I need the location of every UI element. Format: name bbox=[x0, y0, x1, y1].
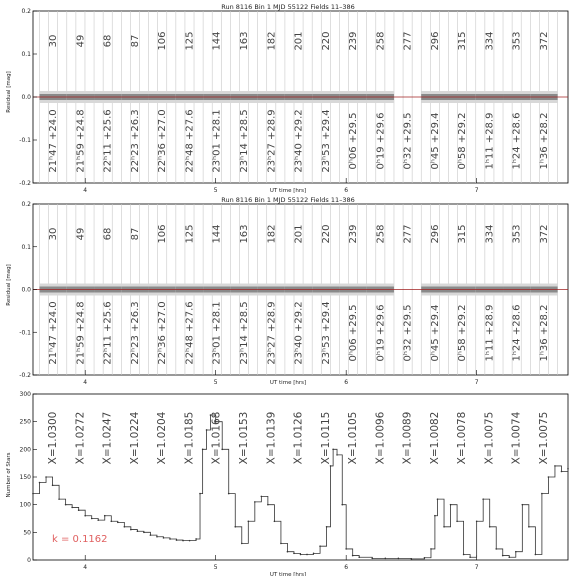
star-count-point bbox=[58, 498, 60, 500]
y-tick-label: 0.0 bbox=[21, 94, 31, 101]
field-number-label: 49 bbox=[75, 34, 87, 48]
star-count-point bbox=[341, 504, 343, 506]
y-tick-label: 0.0 bbox=[21, 286, 31, 294]
star-count-point bbox=[52, 485, 54, 487]
field-number-label: 49 bbox=[75, 227, 87, 241]
star-count-point bbox=[313, 553, 315, 555]
star-count-point bbox=[424, 557, 426, 559]
star-count-point bbox=[199, 493, 201, 495]
field-coordinate-label: 0ʰ45 +29.4 bbox=[429, 304, 441, 362]
field-coordinate-label: 0ʰ58 +29.2 bbox=[457, 112, 469, 170]
star-count-point bbox=[476, 520, 478, 522]
star-count-point bbox=[522, 504, 524, 506]
star-count-point bbox=[287, 551, 289, 553]
field-number-label: 334 bbox=[484, 224, 496, 244]
field-coordinate-label: 23ʰ27 +28.9 bbox=[266, 109, 278, 173]
field-coordinate-label: 22ʰ23 +26.3 bbox=[129, 109, 141, 173]
star-count-point bbox=[124, 526, 126, 528]
field-coordinate-label: 22ʰ36 +27.0 bbox=[157, 109, 169, 173]
x-tick-label: 6 bbox=[344, 379, 349, 386]
star-count-point bbox=[280, 543, 282, 545]
field-coordinate-label: 22ʰ48 +27.6 bbox=[184, 109, 196, 173]
star-count-point bbox=[345, 548, 347, 550]
star-count-point bbox=[156, 536, 158, 538]
field-number-label: 372 bbox=[538, 31, 550, 51]
star-count-point bbox=[163, 537, 165, 539]
star-count-point bbox=[456, 520, 458, 522]
star-count-point bbox=[332, 449, 334, 451]
star-count-point bbox=[330, 465, 332, 467]
star-count-point bbox=[469, 556, 471, 558]
star-count-point bbox=[541, 493, 543, 495]
star-count-point bbox=[104, 515, 106, 517]
star-count-point bbox=[241, 543, 243, 545]
y-tick-label: 100 bbox=[19, 501, 31, 509]
field-coordinate-label: 23ʰ53 +29.4 bbox=[320, 109, 332, 173]
star-count-point bbox=[150, 534, 152, 536]
field-coordinate-label: 23ʰ14 +28.5 bbox=[239, 301, 251, 365]
field-coordinate-label: 23ʰ27 +28.9 bbox=[266, 301, 278, 365]
airmass-label: X=1.0126 bbox=[292, 411, 305, 465]
field-coordinate-label: 0ʰ19 +29.6 bbox=[375, 112, 387, 170]
y-axis-label: Residual [mag] bbox=[6, 71, 12, 113]
field-number-label: 220 bbox=[320, 31, 332, 51]
star-count-point bbox=[434, 515, 436, 517]
y-axis-label: Residual [mag] bbox=[6, 264, 12, 306]
field-number-label: 315 bbox=[457, 224, 469, 244]
star-count-point bbox=[495, 548, 497, 550]
x-axis-label: UT time [hrs] bbox=[269, 188, 307, 194]
star-count-point bbox=[78, 509, 80, 511]
field-coordinate-label: 23ʰ40 +29.2 bbox=[293, 301, 305, 365]
star-count-point bbox=[169, 538, 171, 540]
field-number-label: 144 bbox=[211, 224, 223, 244]
field-coordinate-label: 21ʰ59 +24.8 bbox=[75, 301, 87, 365]
field-coordinate-label: 0ʰ45 +29.4 bbox=[429, 112, 441, 170]
y-tick-label: 0.2 bbox=[21, 201, 31, 208]
airmass-label: X=1.0224 bbox=[128, 411, 141, 465]
star-count-point bbox=[254, 501, 256, 503]
star-count-point bbox=[463, 554, 465, 556]
y-tick-label: 200 bbox=[19, 446, 31, 454]
star-count-point bbox=[398, 558, 400, 560]
y-tick-label: 150 bbox=[19, 474, 31, 481]
field-coordinate-label: 0ʰ06 +29.5 bbox=[348, 112, 360, 170]
airmass-label: X=1.0115 bbox=[319, 411, 332, 465]
star-count-point bbox=[482, 498, 484, 500]
star-count-point bbox=[228, 493, 230, 495]
airmass-label: X=1.0247 bbox=[101, 411, 114, 465]
airmass-label: X=1.0204 bbox=[156, 411, 169, 465]
field-coordinate-label: 21ʰ59 +24.8 bbox=[75, 109, 87, 173]
star-count-point bbox=[437, 498, 439, 500]
airmass-label: X=1.0078 bbox=[456, 411, 469, 465]
field-number-label: 125 bbox=[184, 31, 196, 51]
field-number-label: 258 bbox=[375, 31, 387, 51]
field-number-label: 353 bbox=[511, 31, 523, 51]
airmass-label: X=1.0075 bbox=[483, 411, 496, 465]
field-number-label: 182 bbox=[266, 31, 278, 51]
field-coordinate-label: 1ʰ11 +28.9 bbox=[484, 112, 496, 170]
field-coordinate-label: 22ʰ36 +27.0 bbox=[157, 301, 169, 365]
y-tick-label: 0.1 bbox=[21, 51, 31, 58]
star-count-point bbox=[189, 540, 191, 542]
x-tick-label: 4 bbox=[83, 187, 88, 194]
field-number-label: 277 bbox=[402, 224, 414, 244]
star-count-point bbox=[502, 555, 504, 557]
star-count-point bbox=[508, 556, 510, 558]
star-count-point bbox=[202, 449, 204, 451]
field-coordinate-label: 0ʰ58 +29.2 bbox=[457, 304, 469, 362]
x-tick-label: 7 bbox=[474, 379, 479, 386]
star-count-point bbox=[110, 520, 112, 522]
airmass-label: X=1.0300 bbox=[47, 411, 60, 465]
x-tick-label: 6 bbox=[344, 564, 349, 571]
x-axis-label: UT time [hrs] bbox=[269, 380, 307, 386]
x-tick-label: 5 bbox=[213, 187, 218, 194]
y-axis-label: Number of Stars bbox=[6, 452, 12, 498]
star-count-point bbox=[293, 553, 295, 555]
field-coordinate-label: 1ʰ36 +28.2 bbox=[538, 304, 550, 362]
field-number-label: 296 bbox=[429, 224, 441, 244]
star-count-point bbox=[352, 555, 354, 557]
field-number-label: 277 bbox=[402, 31, 414, 51]
field-number-label: 258 bbox=[375, 224, 387, 244]
field-number-label: 163 bbox=[239, 31, 251, 51]
field-number-label: 296 bbox=[429, 31, 441, 51]
airmass-label: X=1.0082 bbox=[428, 411, 441, 465]
y-tick-label: 300 bbox=[19, 391, 31, 398]
star-count-point bbox=[385, 558, 387, 560]
star-count-point bbox=[84, 515, 86, 517]
star-count-point bbox=[528, 526, 530, 528]
field-coordinate-label: 0ʰ32 +29.5 bbox=[402, 304, 414, 362]
field-coordinate-label: 0ʰ06 +29.5 bbox=[348, 304, 360, 362]
star-count-point bbox=[97, 519, 99, 521]
star-count-point bbox=[65, 504, 67, 506]
star-count-point bbox=[261, 496, 263, 498]
field-coordinate-label: 22ʰ11 +25.6 bbox=[102, 301, 114, 365]
field-number-label: 106 bbox=[157, 31, 169, 51]
field-coordinate-label: 23ʰ14 +28.5 bbox=[239, 109, 251, 173]
field-number-label: 201 bbox=[293, 31, 305, 51]
star-count-point bbox=[248, 520, 250, 522]
star-count-point bbox=[548, 476, 550, 478]
star-count-point bbox=[234, 526, 236, 528]
star-count-point bbox=[326, 526, 328, 528]
star-count-point bbox=[489, 526, 491, 528]
field-coordinate-label: 1ʰ11 +28.9 bbox=[484, 304, 496, 362]
field-coordinate-label: 0ʰ32 +29.5 bbox=[402, 112, 414, 170]
star-count-point bbox=[358, 556, 360, 558]
y-tick-label: -0.2 bbox=[19, 180, 31, 187]
star-count-point bbox=[143, 532, 145, 534]
star-count-point bbox=[176, 539, 178, 541]
star-count-point bbox=[32, 493, 34, 495]
star-count-point bbox=[371, 558, 373, 560]
y-tick-label: 50 bbox=[23, 529, 31, 537]
y-tick-label: 0 bbox=[27, 557, 31, 564]
field-number-label: 68 bbox=[102, 34, 114, 48]
field-number-label: 87 bbox=[129, 227, 141, 241]
star-count-point bbox=[91, 518, 93, 520]
x-tick-label: 6 bbox=[344, 187, 349, 194]
field-number-label: 334 bbox=[484, 31, 496, 51]
airmass-label: X=1.0074 bbox=[510, 411, 523, 465]
field-number-label: 125 bbox=[184, 224, 196, 244]
field-number-label: 163 bbox=[239, 224, 251, 244]
y-tick-label: 0.1 bbox=[21, 243, 31, 251]
x-tick-label: 5 bbox=[213, 564, 218, 571]
star-count-point bbox=[561, 471, 563, 473]
panel-title: Run 8116 Bin 1 MJD 55122 Fields 11–386 bbox=[221, 196, 355, 204]
star-count-point bbox=[554, 465, 556, 467]
x-tick-label: 4 bbox=[83, 564, 88, 571]
star-count-panel bbox=[6, 391, 569, 576]
star-count-point bbox=[319, 545, 321, 547]
star-count-point bbox=[336, 454, 338, 456]
field-coordinate-label: 23ʰ01 +28.1 bbox=[211, 109, 223, 173]
airmass-label: X=1.0075 bbox=[537, 411, 550, 465]
x-tick-label: 7 bbox=[474, 564, 479, 571]
field-number-label: 182 bbox=[266, 224, 278, 244]
star-count-point bbox=[274, 520, 276, 522]
star-count-point bbox=[130, 529, 132, 531]
field-coordinate-label: 22ʰ11 +25.6 bbox=[102, 109, 114, 173]
star-count-point bbox=[306, 554, 308, 556]
panel-title: Run 8116 Bin 1 MJD 55122 Fields 11–386 bbox=[221, 3, 355, 11]
y-tick-label: -0.1 bbox=[19, 329, 31, 337]
field-coordinate-label: 23ʰ01 +28.1 bbox=[211, 301, 223, 365]
star-count-point bbox=[117, 522, 119, 524]
star-count-point bbox=[443, 526, 445, 528]
airmass-label: X=1.0153 bbox=[238, 411, 251, 465]
star-count-point bbox=[515, 551, 517, 553]
field-number-label: 87 bbox=[129, 34, 141, 48]
field-number-label: 372 bbox=[538, 224, 550, 244]
x-tick-label: 5 bbox=[213, 379, 218, 386]
star-count-point bbox=[45, 476, 47, 478]
x-tick-label: 7 bbox=[474, 187, 479, 194]
field-number-label: 239 bbox=[348, 31, 360, 51]
airmass-label: X=1.0168 bbox=[210, 411, 223, 465]
y-tick-label: 250 bbox=[19, 418, 31, 426]
field-coordinate-label: 0ʰ19 +29.6 bbox=[375, 304, 387, 362]
residual-panel-middle bbox=[6, 196, 568, 386]
y-tick-label: 0.2 bbox=[21, 8, 31, 15]
field-number-label: 220 bbox=[320, 224, 332, 244]
field-coordinate-label: 1ʰ36 +28.2 bbox=[538, 112, 550, 170]
airmass-label: X=1.0096 bbox=[374, 411, 387, 465]
field-number-label: 30 bbox=[48, 34, 60, 48]
airmass-label: X=1.0105 bbox=[347, 411, 360, 465]
y-tick-label: -0.2 bbox=[19, 372, 31, 379]
field-number-label: 239 bbox=[348, 224, 360, 244]
star-count-point bbox=[206, 429, 208, 431]
airmass-label: X=1.0272 bbox=[74, 411, 87, 465]
airmass-label: X=1.0185 bbox=[183, 411, 196, 465]
airmass-label: X=1.0089 bbox=[401, 411, 414, 465]
field-coordinate-label: 22ʰ48 +27.6 bbox=[184, 301, 196, 365]
field-number-label: 106 bbox=[157, 224, 169, 244]
star-count-point bbox=[535, 554, 537, 556]
star-count-point bbox=[195, 538, 197, 540]
field-number-label: 144 bbox=[211, 31, 223, 51]
star-count-point bbox=[567, 468, 569, 470]
field-coordinate-label: 23ʰ53 +29.4 bbox=[320, 301, 332, 365]
star-count-point bbox=[450, 504, 452, 506]
field-number-label: 30 bbox=[48, 227, 60, 241]
field-coordinate-label: 1ʰ24 +28.6 bbox=[511, 112, 523, 170]
extinction-coefficient: k = 0.1162 bbox=[52, 534, 108, 545]
star-count-point bbox=[430, 548, 432, 550]
star-count-point bbox=[71, 507, 73, 509]
star-count-point bbox=[182, 540, 184, 542]
star-count-point bbox=[137, 530, 139, 532]
x-tick-label: 4 bbox=[83, 379, 88, 386]
field-coordinate-label: 22ʰ23 +26.3 bbox=[129, 301, 141, 365]
field-number-label: 315 bbox=[457, 31, 469, 51]
star-count-point bbox=[39, 482, 41, 484]
field-number-label: 353 bbox=[511, 224, 523, 244]
field-coordinate-label: 1ʰ24 +28.6 bbox=[511, 304, 523, 362]
field-number-label: 68 bbox=[102, 227, 114, 241]
field-coordinate-label: 23ʰ40 +29.2 bbox=[293, 109, 305, 173]
field-number-label: 201 bbox=[293, 224, 305, 244]
field-coordinate-label: 21ʰ47 +24.0 bbox=[48, 301, 60, 365]
x-axis-label: UT time [hrs] bbox=[269, 572, 307, 576]
y-tick-label: -0.1 bbox=[19, 137, 31, 144]
star-count-point bbox=[300, 554, 302, 556]
star-count-point bbox=[267, 504, 269, 506]
residual-panel-top bbox=[6, 3, 568, 194]
star-count-point bbox=[411, 558, 413, 560]
airmass-label: X=1.0139 bbox=[265, 411, 278, 465]
field-coordinate-label: 21ʰ47 +24.0 bbox=[48, 109, 60, 173]
